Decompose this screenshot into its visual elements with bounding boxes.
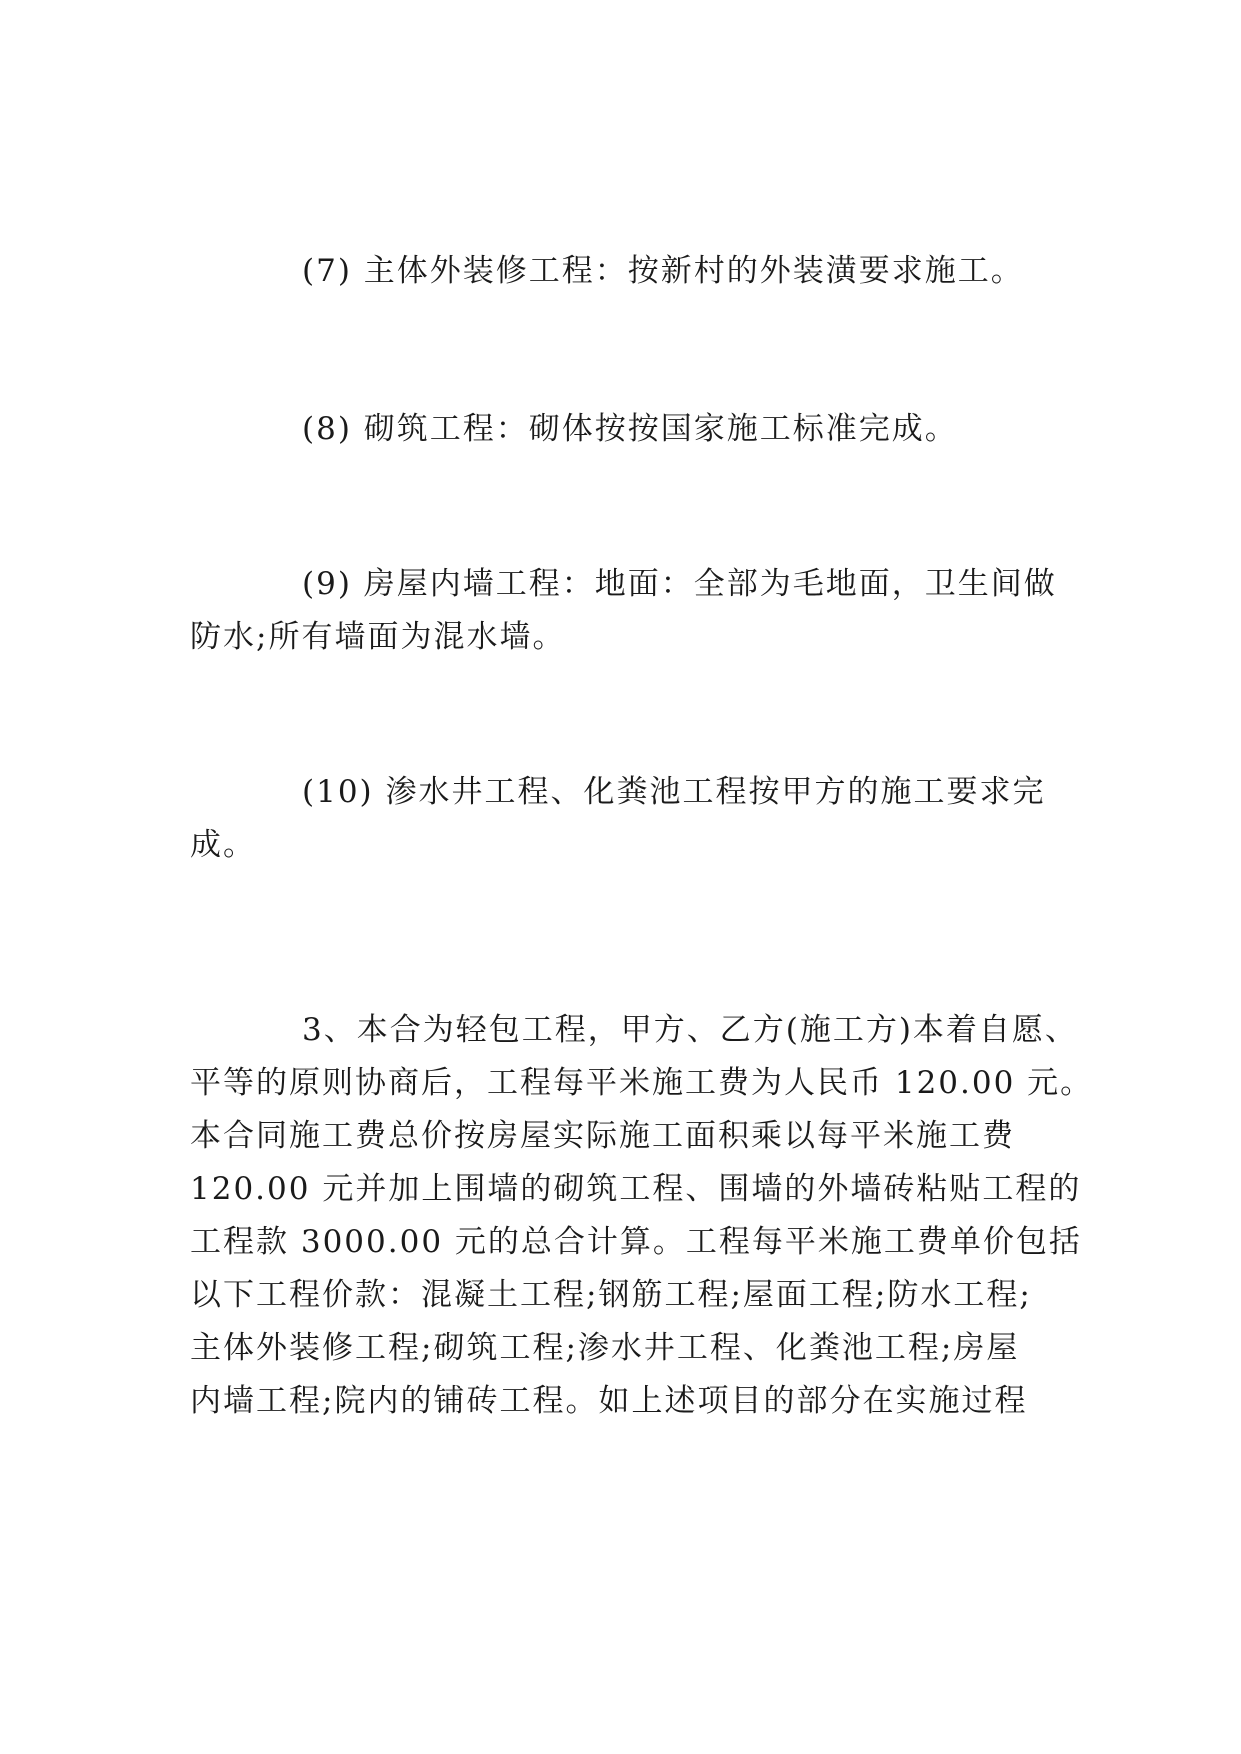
paragraph-item-7 xyxy=(190,245,1060,298)
paragraph-line: (10) 渗水井工程、化粪池工程按甲方的施工要求完 xyxy=(302,774,1046,810)
paragraph-line: 以下工程价款：混凝土工程;钢筋工程;屋面工程;防水工程; xyxy=(190,1277,1032,1313)
paragraph-line: (8) 砌筑工程：砌体按按国家施工标准完成。 xyxy=(302,411,958,447)
paragraph-line: (9) 房屋内墙工程：地面：全部为毛地面，卫生间做 xyxy=(302,566,1057,602)
paragraph-line: 工程款 3000.00 元的总合计算。工程每平米施工费单价包括 xyxy=(190,1224,1082,1260)
paragraph-clause-3 xyxy=(190,1004,1094,1428)
paragraph-line: 主体外装修工程;砌筑工程;渗水井工程、化粪池工程;房屋 xyxy=(190,1330,1020,1366)
paragraph-line: 内墙工程;院内的铺砖工程。如上述项目的部分在实施过程 xyxy=(190,1383,1028,1419)
paragraph-item-9 xyxy=(190,558,1060,664)
paragraph-item-10 xyxy=(190,766,1060,872)
paragraph-line: 120.00 元并加上围墙的砌筑工程、围墙的外墙砖粘贴工程的 xyxy=(190,1171,1082,1207)
paragraph-line: 本合同施工费总价按房屋实际施工面积乘以每平米施工费 xyxy=(190,1118,1015,1154)
paragraph-line: 平等的原则协商后，工程每平米施工费为人民币 120.00 元。 xyxy=(190,1065,1094,1101)
paragraph-line: 防水;所有墙面为混水墙。 xyxy=(190,619,566,655)
paragraph-line: 成。 xyxy=(190,827,256,863)
paragraph-line: 3、本合为轻包工程，甲方、乙方(施工方)本着自愿、 xyxy=(302,1012,1078,1048)
paragraph-item-8 xyxy=(190,403,1060,456)
paragraph-line: (7) 主体外装修工程：按新村的外装潢要求施工。 xyxy=(302,253,1024,289)
